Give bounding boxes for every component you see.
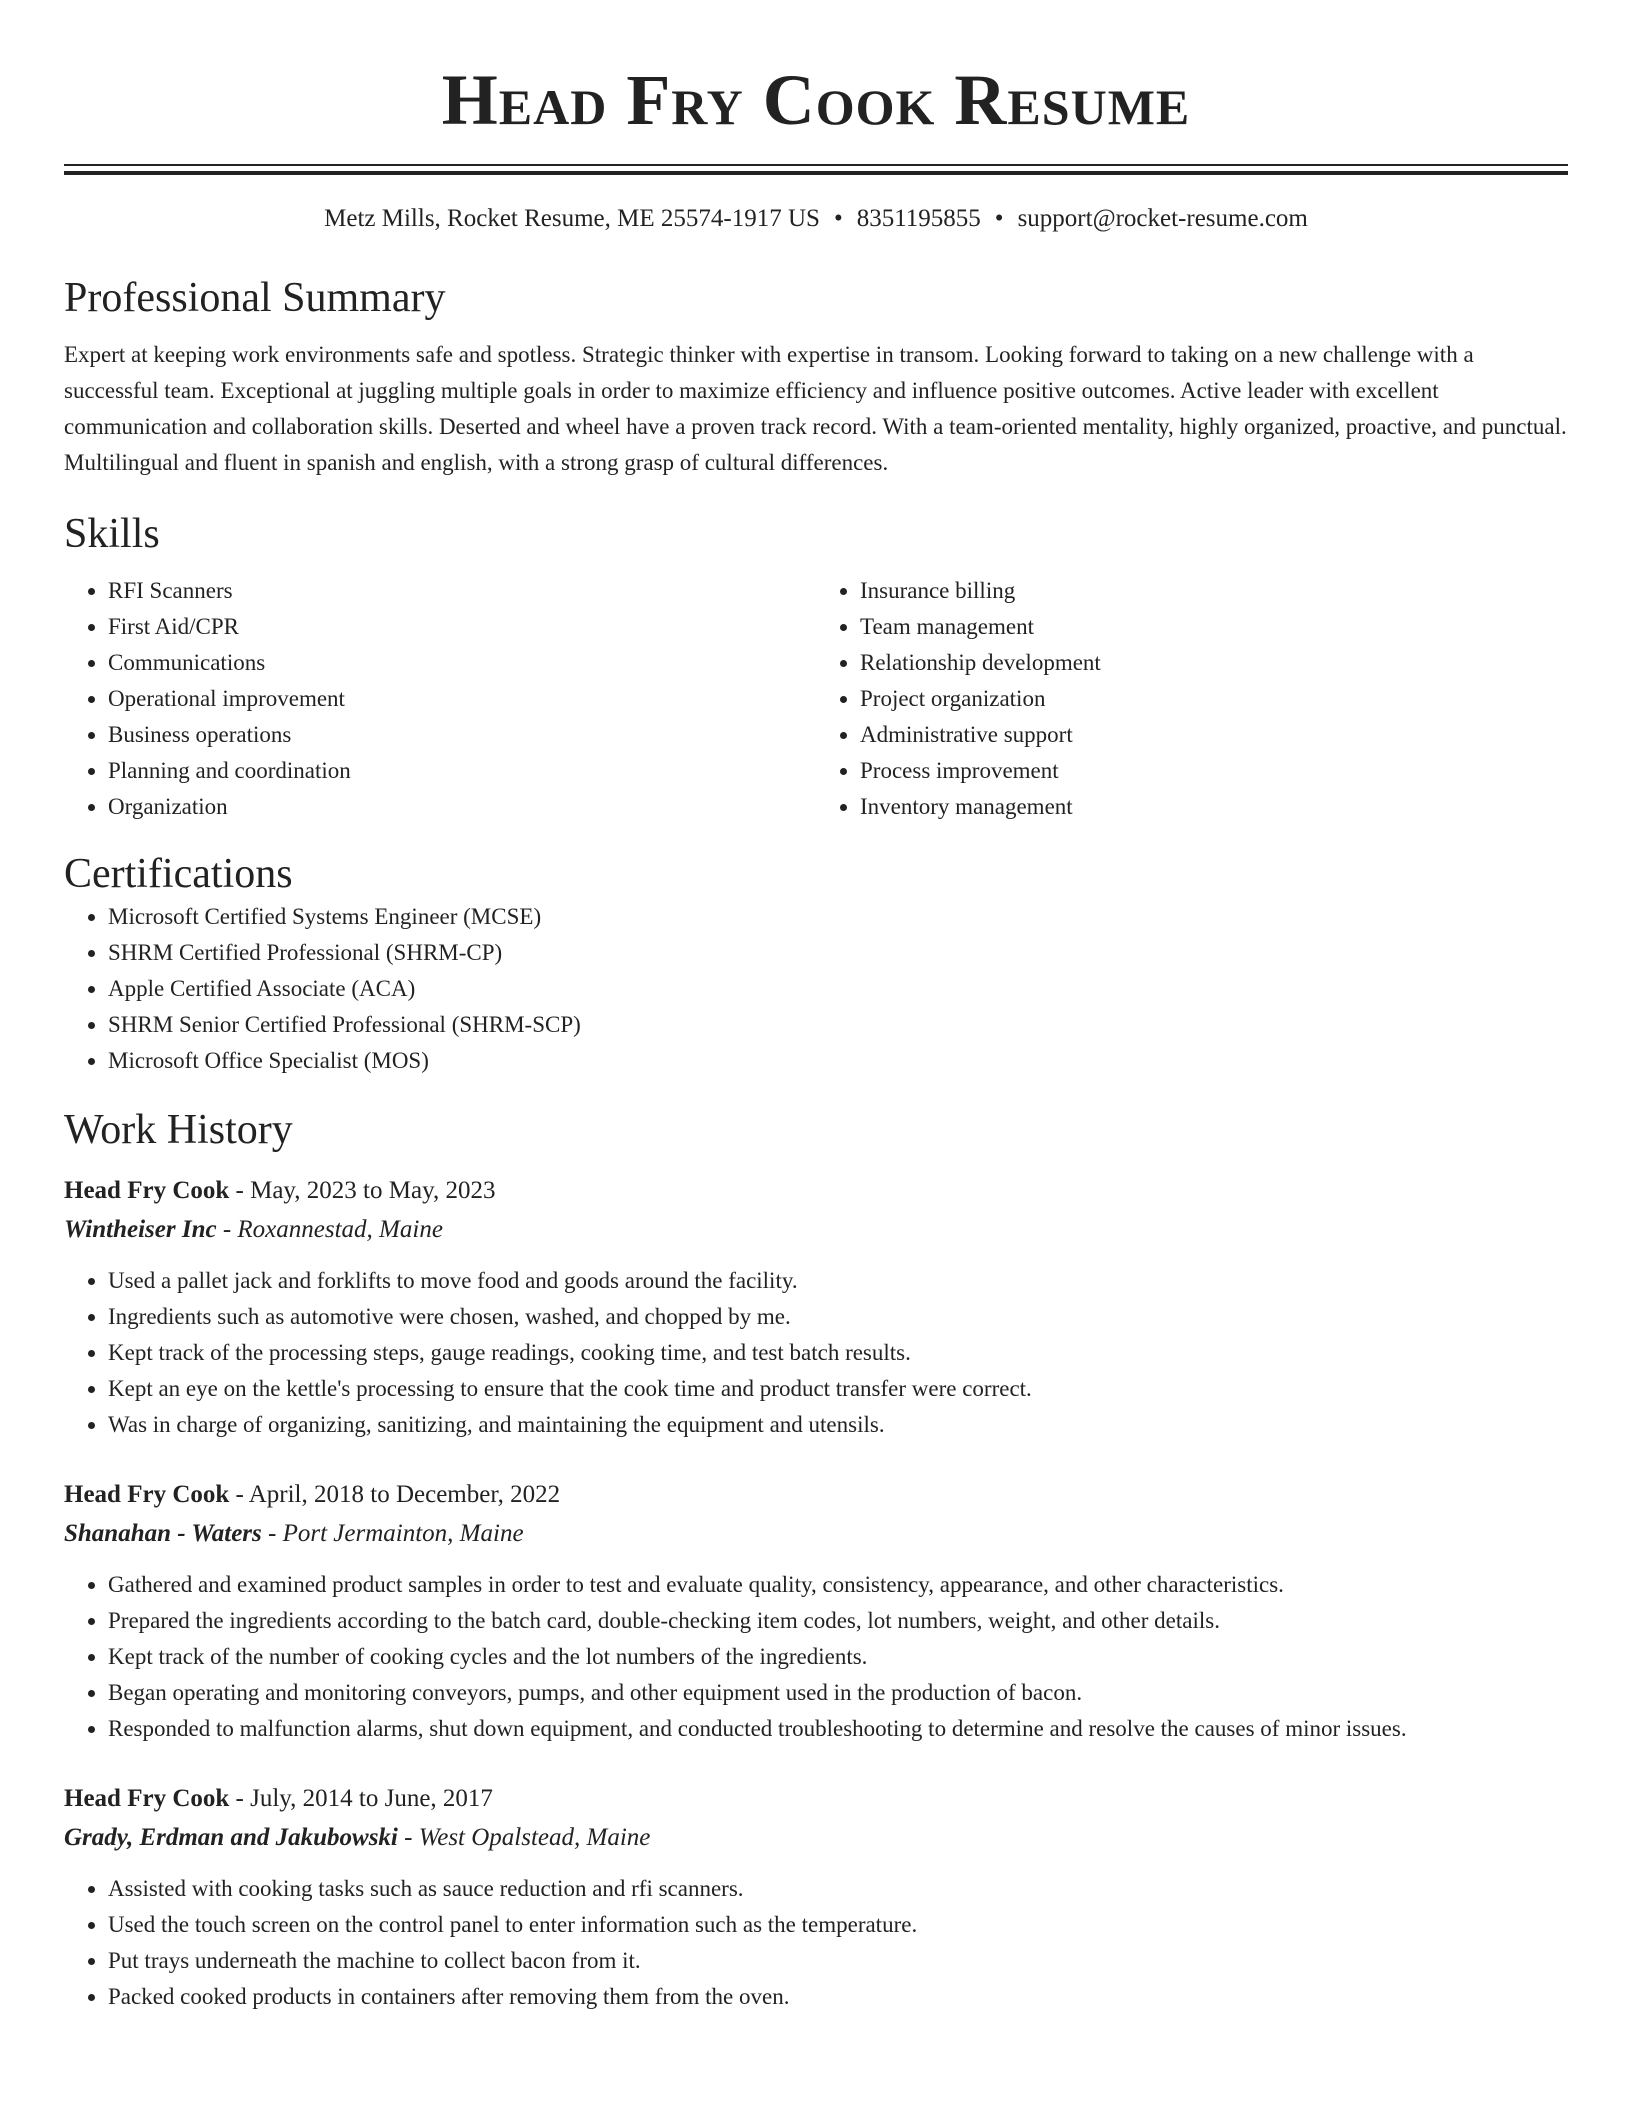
job-duty: • Responded to malfunction alarms, shut down equipment, and conducted troubleshooting to determine and resolve the causes of minor issues. — [108, 1711, 1568, 1747]
certifications-heading: Certifications — [64, 851, 293, 897]
job-title: Head Fry Cook — [64, 1785, 230, 1812]
job-title-line — [64, 1475, 1568, 1514]
summary-section — [64, 273, 1568, 481]
resume-title: Head Fry Cook Resume — [441, 60, 1191, 140]
skill-item: • Organization — [108, 789, 816, 825]
job-company-line — [64, 1514, 1568, 1553]
contact-email: support@rocket-resume.com — [1017, 205, 1308, 232]
job-location: - Roxannestad, Maine — [222, 1216, 443, 1243]
skill-item: • RFI Scanners — [108, 573, 816, 609]
job-duty: • Assisted with cooking tasks such as sauce reduction and rfi scanners. — [108, 1871, 1568, 1907]
job-company: Grady, Erdman and Jakubowski — [64, 1824, 398, 1851]
job-duties-list — [64, 1871, 1568, 2015]
job-entry — [64, 1779, 1568, 2015]
job-duty: • Kept an eye on the kettle's processing to ensure that the cook time and product transfer were correct. — [108, 1371, 1568, 1407]
skills-section — [64, 509, 1568, 825]
job-title: Head Fry Cook — [64, 1481, 230, 1508]
skills-list-left — [64, 573, 816, 825]
job-dates: - April, 2018 to December, 2022 — [235, 1481, 561, 1508]
skill-item: • Insurance billing — [860, 573, 1568, 609]
job-entry — [64, 1475, 1568, 1747]
certifications-section — [64, 849, 1568, 1079]
contact-separator: • — [994, 205, 1004, 232]
certification-item: • SHRM Certified Professional (SHRM-CP) — [108, 935, 1568, 971]
skill-item: • Process improvement — [860, 753, 1568, 789]
summary-heading: Professional Summary — [64, 275, 446, 321]
certifications-list — [64, 899, 1568, 1079]
skills-list-right — [816, 573, 1568, 825]
skill-item: • Business operations — [108, 717, 816, 753]
job-duty: • Kept track of the number of cooking cycles and the lot numbers of the ingredients. — [108, 1639, 1568, 1675]
job-duty: • Put trays underneath the machine to collect bacon from it. — [108, 1943, 1568, 1979]
job-duty: • Ingredients such as automotive were chosen, washed, and chopped by me. — [108, 1299, 1568, 1335]
work-history-heading: Work History — [64, 1107, 293, 1153]
certification-item: • SHRM Senior Certified Professional (SHRM-SCP) — [108, 1007, 1568, 1043]
contact-line — [64, 203, 1568, 235]
job-duties-list — [64, 1567, 1568, 1747]
skill-item: • Project organization — [860, 681, 1568, 717]
job-duty: • Used the touch screen on the control panel to enter information such as the temperature. — [108, 1907, 1568, 1943]
job-location: - Port Jermainton, Maine — [268, 1520, 524, 1547]
work-history-section — [64, 1105, 1568, 2015]
job-company: Shanahan - Waters — [64, 1520, 262, 1547]
skills-heading: Skills — [64, 511, 160, 557]
job-company-line — [64, 1818, 1568, 1857]
contact-separator: • — [833, 205, 843, 232]
job-dates: - July, 2014 to June, 2017 — [235, 1785, 493, 1812]
skill-item: • Operational improvement — [108, 681, 816, 717]
contact-address: Metz Mills, Rocket Resume, ME 25574-1917 US — [324, 205, 820, 232]
skill-item: • Planning and coordination — [108, 753, 816, 789]
skill-item: • Administrative support — [860, 717, 1568, 753]
job-location: - West Opalstead, Maine — [404, 1824, 651, 1851]
job-duty: • Kept track of the processing steps, gauge readings, cooking time, and test batch results. — [108, 1335, 1568, 1371]
contact-phone: 8351195855 — [856, 205, 981, 232]
summary-text: Expert at keeping work environments safe and spotless. Strategic thinker with expertise in transom. Looking forward to taking on a new challenge with a successful team. Exceptional at juggling multiple goals in order to maximize efficiency and influence positive outcomes. Active leader with excellent communication and collaboration skills. Deserted and wheel have a proven track record. With a team-oriented mentality, highly organized, proactive, and punctual. Multilingual and fluent in spanish and english, with a strong grasp of cultural differences. — [64, 342, 1567, 475]
job-dates: - May, 2023 to May, 2023 — [235, 1177, 496, 1204]
skill-item: • Communications — [108, 645, 816, 681]
job-duty: • Was in charge of organizing, sanitizing, and maintaining the equipment and utensils. — [108, 1407, 1568, 1443]
job-title-line — [64, 1779, 1568, 1818]
job-duty: • Packed cooked products in containers after removing them from the oven. — [108, 1979, 1568, 2015]
skill-item: • Inventory management — [860, 789, 1568, 825]
title-divider — [64, 164, 1568, 175]
certification-item: • Microsoft Certified Systems Engineer (MCSE) — [108, 899, 1568, 935]
job-duty: • Prepared the ingredients according to the batch card, double-checking item codes, lot numbers, weight, and other details. — [108, 1603, 1568, 1639]
job-duties-list — [64, 1263, 1568, 1443]
certification-item: • Microsoft Office Specialist (MOS) — [108, 1043, 1568, 1079]
job-duty: • Gathered and examined product samples in order to test and evaluate quality, consistency, appearance, and other characteristics. — [108, 1567, 1568, 1603]
job-title-line — [64, 1171, 1568, 1210]
skill-item: • Relationship development — [860, 645, 1568, 681]
job-title: Head Fry Cook — [64, 1177, 230, 1204]
certification-item: • Apple Certified Associate (ACA) — [108, 971, 1568, 1007]
job-duty: • Used a pallet jack and forklifts to move food and goods around the facility. — [108, 1263, 1568, 1299]
skill-item: • Team management — [860, 609, 1568, 645]
job-company-line — [64, 1210, 1568, 1249]
job-company: Wintheiser Inc — [64, 1216, 217, 1243]
skills-grid — [64, 573, 1568, 825]
job-entry — [64, 1171, 1568, 1443]
skill-item: • First Aid/CPR — [108, 609, 816, 645]
job-duty: • Began operating and monitoring conveyors, pumps, and other equipment used in the production of bacon. — [108, 1675, 1568, 1711]
